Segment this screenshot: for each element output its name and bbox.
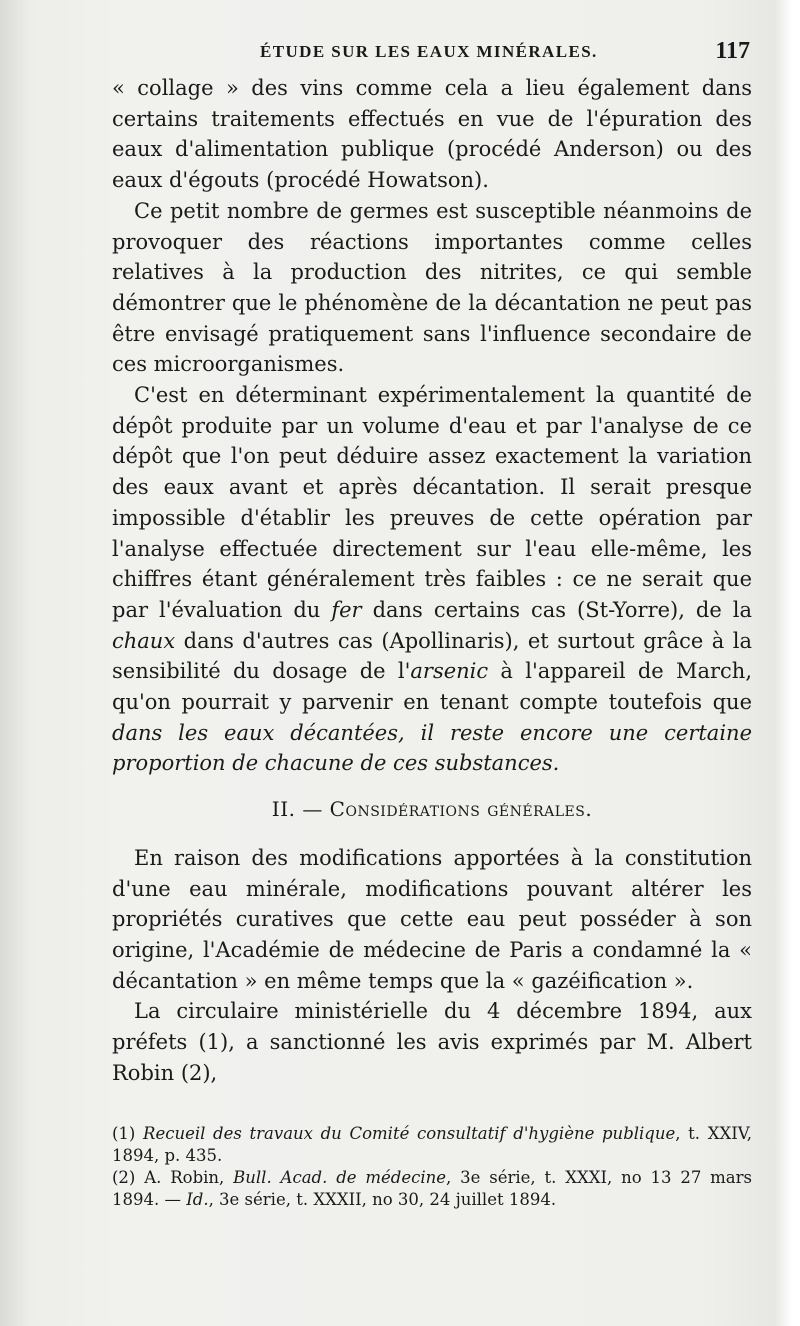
paragraph-1: « collage » des vins comme cela a lieu également dans certains traitements effectués en vue de l'épuration des eaux d'alimentation publique (procédé Anderson) ou des eaux d'égouts (procédé Howatson). [112, 76, 752, 193]
footnotes [112, 1123, 752, 1211]
paragraph-2: Ce petit nombre de germes est susceptible néanmoins de provoquer des réactions importantes comme celles relatives à la production des nitrites, ce qui semble démontrer que le phénomène de la décantation ne peut pas être envisagé pratiquement sans l'influence secondaire de ces microorganismes. [112, 198, 752, 377]
paragraph-3-text-d: à l'appareil de March, qu'on pourrait y parvenir en tenant compte toutefois que [112, 659, 752, 715]
section-number: II. — [271, 797, 330, 822]
running-head: ÉTUDE SUR LES EAUX MINÉRALES. [260, 42, 598, 61]
footnote-2 [112, 1167, 752, 1211]
footnote-2-id: Id. [186, 1190, 209, 1209]
footnote-2-journal: Bull. Acad. de médecine [233, 1168, 447, 1187]
page-number: 117 [715, 38, 750, 64]
page-edge [774, 0, 800, 1326]
paragraph-4: En raison des modifications apportées à la constitution d'une eau minérale, modifications pouvant altérer les propriétés curatives que cette eau peut posséder à son origine, l'Académie de médecine de Paris a condamné la « décantation » en même temps que la « gazéification ». [112, 845, 752, 993]
footnote-2-text-b: , 3e série, t. XXXI, no 13 27 mars 1894. — [112, 1168, 753, 1209]
footnote-1 [112, 1123, 752, 1167]
page-header [110, 38, 750, 72]
footnote-1-title: Recueil des travaux du Comité consultatif d'hygiène publique [143, 1124, 676, 1143]
section-title: Considérations générales. [329, 797, 593, 822]
paragraph-3 [112, 380, 752, 779]
body-text [112, 73, 752, 1089]
paragraph-3-text-c: dans d'autres cas (Apollinaris), et surtout grâce à la sensibilité du dosage de l' [112, 628, 752, 684]
term-chaux: chaux [112, 628, 176, 653]
paragraph-5: La circulaire ministérielle du 4 décembre 1894, aux préfets (1), a sanctionné les avis exprimés par M. Albert Robin (2), [112, 999, 752, 1085]
footnote-1-rest: , t. XXIV, 1894, p. 435. [112, 1124, 752, 1165]
footnote-2-text-c: , 3e série, t. XXXII, no 30, 24 juillet 1894. [208, 1190, 557, 1209]
term-arsenic: arsenic [410, 659, 489, 684]
paragraph-3-text-b: dans certains cas (St-Yorre), de la [361, 597, 752, 622]
paragraph-3-text-a: C'est en déterminant expérimentalement la quantité de dépôt produite par un volume d'eau et par l'analyse de ce dépôt que l'on peut déduire assez exactement la variation des eaux avant et après décantation. Il serait presque impossible d'établir les preuves de cette opération par l'analyse effectuée directement sur l'eau elle-même, les chiffres étant généralement très faibles : ce ne serait que par l'évaluation du [112, 383, 752, 622]
footnote-1-mark: (1) [112, 1124, 144, 1143]
section-heading [112, 794, 752, 825]
paragraph-3-italic-conclusion: dans les eaux décantées, il reste encore une certaine proportion de chacune de ces substances. [112, 720, 752, 776]
term-fer: fer [331, 597, 362, 622]
footnote-2-text-a: (2) A. Robin, [112, 1168, 234, 1187]
